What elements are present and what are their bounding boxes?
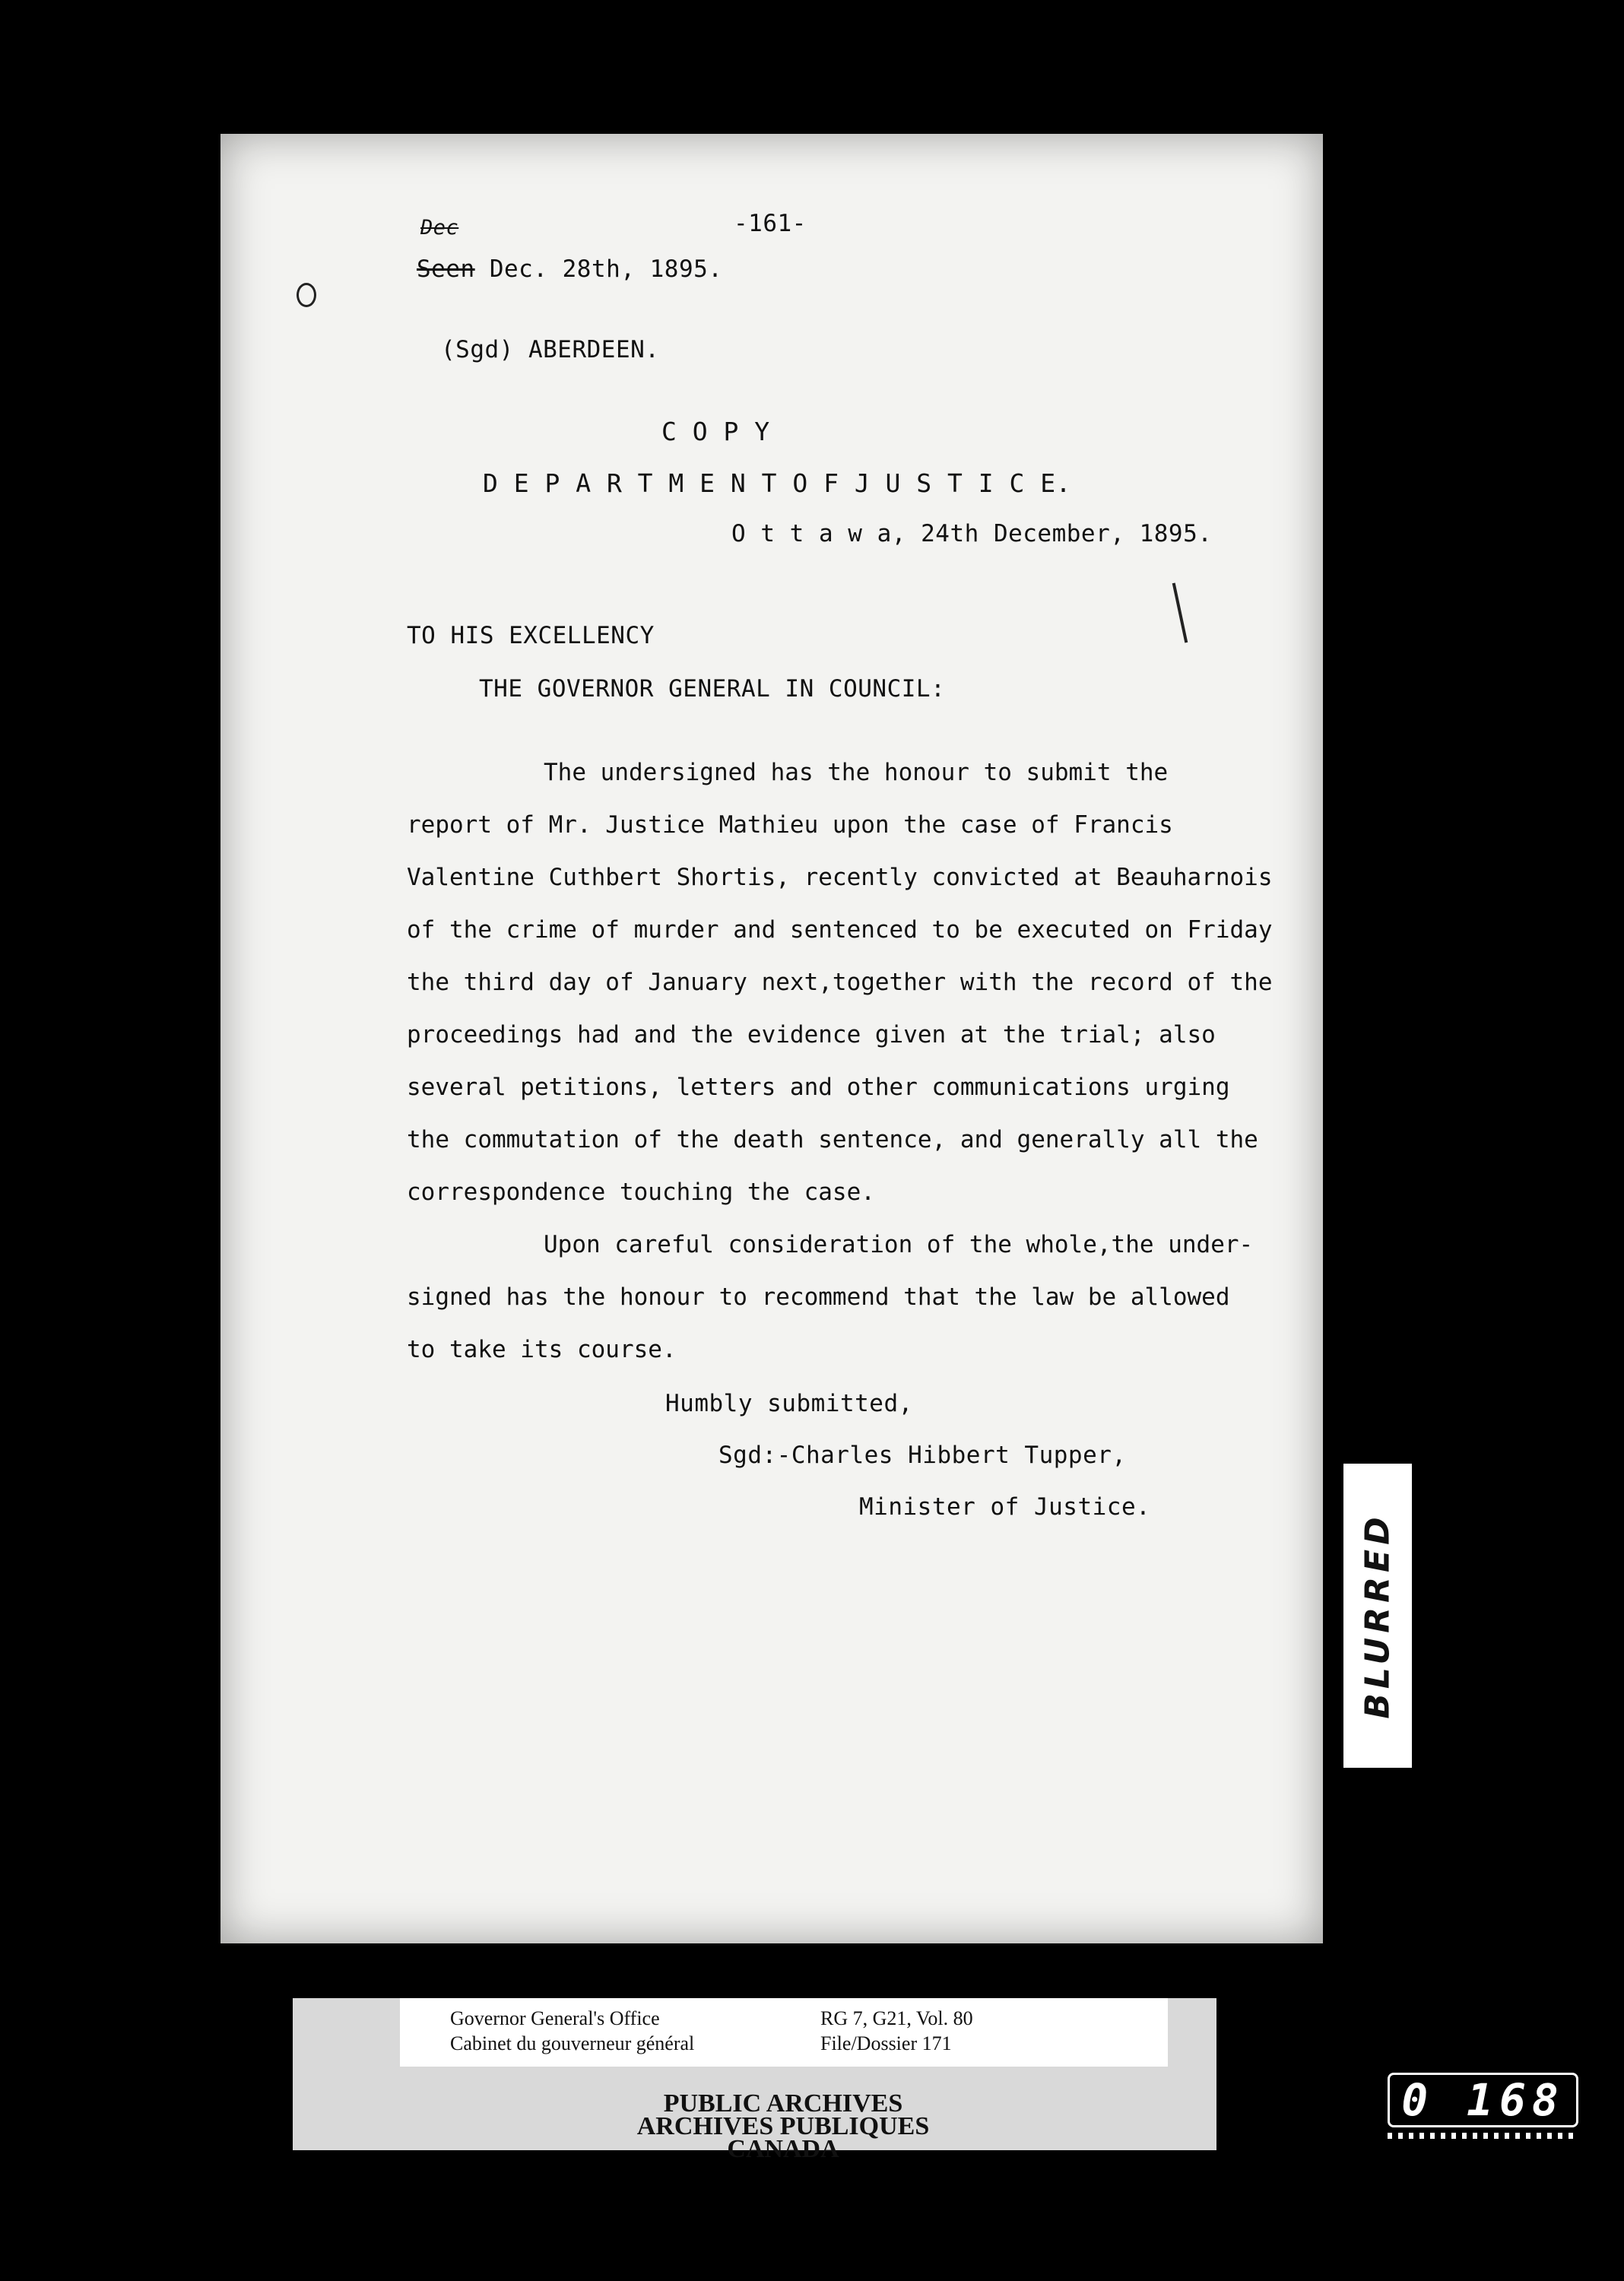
- page-number: -161-: [734, 210, 807, 237]
- seen-date: Dec. 28th, 1895.: [489, 255, 723, 283]
- addressee-line-2: THE GOVERNOR GENERAL IN COUNCIL:: [479, 675, 946, 703]
- body-line: signed has the honour to recommend that the law be allowed: [407, 1283, 1230, 1311]
- margin-mark-icon: [297, 283, 316, 307]
- stamp-line-1: PUBLIC ARCHIVES: [663, 2089, 903, 2118]
- office-fr: Cabinet du gouverneur général: [450, 2032, 695, 2054]
- signature-line: (Sgd) ABERDEEN.: [441, 336, 660, 363]
- body-line: Valentine Cuthbert Shortis, recently convicted at Beauharnois: [407, 864, 1273, 891]
- frame-number: 0 168: [1388, 2073, 1578, 2127]
- stamp-line-2: ARCHIVES PUBLIQUES: [636, 2112, 930, 2140]
- addressee-line-1: TO HIS EXCELLENCY: [407, 622, 655, 649]
- struck-annotation: Dec: [420, 216, 459, 240]
- stamp-line-3: CANADA: [727, 2135, 839, 2163]
- reference-number: RG 7, G21, Vol. 80: [820, 2007, 973, 2029]
- body-line: proceedings had and the evidence given at the trial; also: [407, 1021, 1216, 1048]
- archive-stamp: [380, 2089, 1186, 2163]
- seen-note: [417, 255, 722, 283]
- office-en: Governor General's Office: [450, 2007, 660, 2029]
- copy-heading: C O P Y: [661, 417, 770, 446]
- blurred-text: BLURRED: [1358, 1512, 1397, 1719]
- archive-label-office: [450, 2006, 694, 2056]
- archive-label-reference: [820, 2006, 973, 2056]
- body-line: report of Mr. Justice Mathieu upon the case of Francis: [407, 811, 1173, 839]
- body-line: Upon careful consideration of the whole,the under-: [544, 1231, 1254, 1258]
- film-perforation: [1388, 2133, 1578, 2139]
- document-page: [220, 134, 1323, 1943]
- archive-label: [400, 1998, 1168, 2067]
- body-line: the commutation of the death sentence, and generally all the: [407, 1126, 1258, 1153]
- body-line: several petitions, letters and other communications urging: [407, 1074, 1230, 1101]
- closing-title: Minister of Justice.: [859, 1493, 1151, 1521]
- body-line: The undersigned has the honour to submit the: [544, 759, 1169, 786]
- check-mark-icon: [1172, 582, 1188, 642]
- closing-signature: Sgd:-Charles Hibbert Tupper,: [718, 1442, 1127, 1469]
- body-line: to take its course.: [407, 1336, 677, 1363]
- file-number: File/Dossier 171: [820, 2032, 952, 2054]
- department-heading: D E P A R T M E N T O F J U S T I C E.: [483, 468, 1071, 498]
- body-line: correspondence touching the case.: [407, 1179, 875, 1206]
- struck-word: Seen: [417, 255, 475, 283]
- dateline: O t t a w a, 24th December, 1895.: [731, 520, 1213, 547]
- body-line: of the crime of murder and sentenced to be executed on Friday: [407, 916, 1273, 944]
- closing-humbly: Humbly submitted,: [665, 1390, 913, 1417]
- blurred-label: [1343, 1464, 1412, 1768]
- body-line: the third day of January next,together with the record of the: [407, 969, 1273, 996]
